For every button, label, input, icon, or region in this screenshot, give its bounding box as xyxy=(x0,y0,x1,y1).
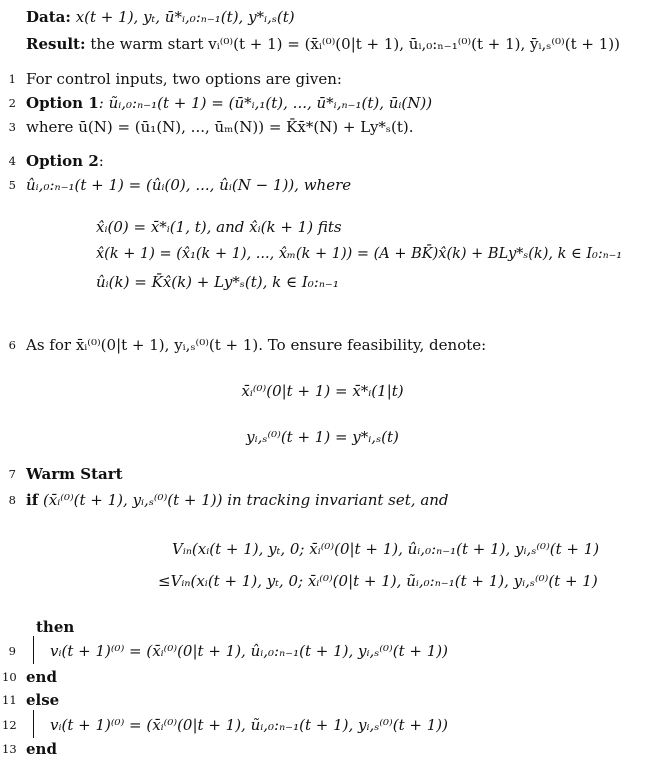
algo-line-3: where ū(N) = (ū₁(N), ..., ūₘ(N)) = K̄x̄*(N) + Ly*ₛ(t). xyxy=(26,118,414,136)
algo-line-4 xyxy=(26,152,104,170)
result-label: Result: xyxy=(26,35,86,53)
data-line xyxy=(26,8,295,26)
option2-eq-1: x̂ᵢ(0) = x̄*ᵢ(1, t), and x̂ᵢ(k + 1) fits xyxy=(96,218,342,236)
algo-line-2 xyxy=(26,94,432,112)
if-keyword: if xyxy=(26,491,39,509)
option2-eq-3: ûᵢ(k) = K̄x̂(k) + Ly*ₛ(t), k ∈ I₀:ₙ₋₁ xyxy=(96,273,339,291)
line-number: 11 xyxy=(2,693,17,707)
block-bar xyxy=(33,710,34,738)
data-label: Data: xyxy=(26,8,71,26)
warm-start-heading: Warm Start xyxy=(26,465,123,483)
result-text: the warm start vᵢ⁽⁰⁾(t + 1) = (x̄ᵢ⁽⁰⁾(0|t + 1), ūᵢ,₀:ₙ₋₁⁽⁰⁾(t + 1), ȳᵢ,ₛ⁽⁰⁾(t + 1)) xyxy=(90,35,620,53)
line-number: 13 xyxy=(2,742,17,756)
line-number: 12 xyxy=(2,718,17,732)
if-condition: (x̄ᵢ⁽⁰⁾(t + 1), yᵢ,ₛ⁽⁰⁾(t + 1)) in tracking invariant set, and xyxy=(42,491,449,509)
else-keyword: else xyxy=(26,691,60,709)
block-bar xyxy=(33,636,34,664)
denote-eq-1: x̄ᵢ⁽⁰⁾(0|t + 1) = x̄*ᵢ(1|t) xyxy=(241,382,404,400)
option1-label: Option 1 xyxy=(26,94,99,112)
line-number: 9 xyxy=(8,644,16,658)
line-number: 3 xyxy=(8,120,16,134)
result-line xyxy=(26,35,620,53)
option2-label: Option 2 xyxy=(26,152,99,170)
line-number: 7 xyxy=(8,467,16,481)
option2-colon: : xyxy=(98,152,104,170)
option2-eq-2: x̂(k + 1) = (x̂₁(k + 1), ..., x̂ₘ(k + 1)) = (A + BK̄)x̂(k) + BLy*ₛ(k), k ∈ I₀:ₙ₋₁ xyxy=(96,246,623,262)
algo-line-8 xyxy=(26,491,449,509)
line-number: 6 xyxy=(8,338,16,352)
line-number: 4 xyxy=(8,154,16,168)
condition-eq-1: Vᵢₙ(xᵢ(t + 1), yₜ, 0; x̄ᵢ⁽⁰⁾(0|t + 1), ûᵢ,₀:ₙ₋₁(t + 1), yᵢ,ₛ⁽⁰⁾(t + 1) xyxy=(172,540,600,558)
algo-line-6: As for x̄ᵢ⁽⁰⁾(0|t + 1), yᵢ,ₛ⁽⁰⁾(t + 1). To ensure feasibility, denote: xyxy=(26,336,487,354)
line-number: 2 xyxy=(8,96,16,110)
line-number: 10 xyxy=(2,670,17,684)
line-number: 8 xyxy=(8,493,16,507)
algo-line-1: For control inputs, two options are given: xyxy=(26,70,342,88)
algo-line-12: vᵢ(t + 1)⁽⁰⁾ = (x̄ᵢ⁽⁰⁾(0|t + 1), ũᵢ,₀:ₙ₋₁(t + 1), yᵢ,ₛ⁽⁰⁾(t + 1)) xyxy=(50,716,448,734)
end-keyword: end xyxy=(26,668,57,686)
denote-eq-2: yᵢ,ₛ⁽⁰⁾(t + 1) = y*ᵢ,ₛ(t) xyxy=(246,428,399,446)
condition-eq-2: ≤Vᵢₙ(xᵢ(t + 1), yₜ, 0; x̄ᵢ⁽⁰⁾(0|t + 1), ũᵢ,₀:ₙ₋₁(t + 1), yᵢ,ₛ⁽⁰⁾(t + 1) xyxy=(158,572,598,590)
then-keyword: then xyxy=(36,618,75,636)
end-keyword: end xyxy=(26,740,57,758)
line-number: 1 xyxy=(8,72,16,86)
data-text: x(t + 1), yₜ, ū*ᵢ,₀:ₙ₋₁(t), y*ᵢ,ₛ(t) xyxy=(75,8,295,26)
option1-text: : ũᵢ,₀:ₙ₋₁(t + 1) = (ū*ᵢ,₁(t), ..., ū*ᵢ,ₙ₋₁(t), ūᵢ(N)) xyxy=(98,94,433,112)
line-number: 5 xyxy=(8,178,16,192)
algo-line-5: ûᵢ,₀:ₙ₋₁(t + 1) = (ûᵢ(0), ..., ûᵢ(N − 1)), where xyxy=(26,176,352,194)
algo-line-9: vᵢ(t + 1)⁽⁰⁾ = (x̄ᵢ⁽⁰⁾(0|t + 1), ûᵢ,₀:ₙ₋₁(t + 1), yᵢ,ₛ⁽⁰⁾(t + 1)) xyxy=(50,642,448,660)
